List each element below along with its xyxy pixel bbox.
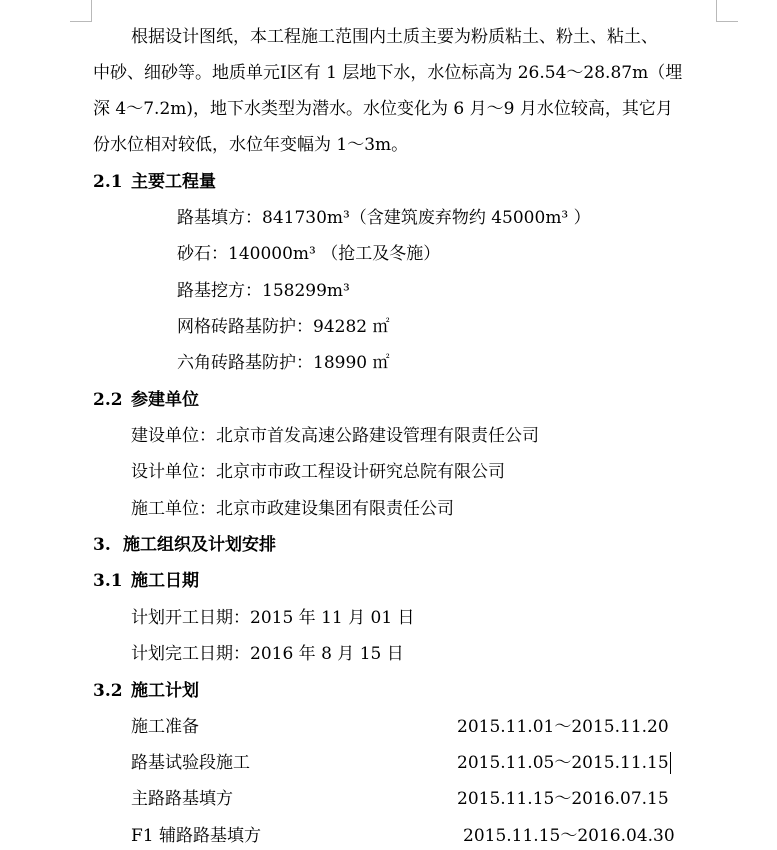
schedule-dates-with-cursor xyxy=(457,752,671,774)
heading-3 xyxy=(93,534,276,556)
heading-2-2-title: 参建单位 xyxy=(131,390,199,410)
schedule-task: 路基试验段施工 xyxy=(131,753,250,773)
date-item: 计划完工日期：2016 年 8 月 15 日 xyxy=(131,644,404,664)
text-cursor xyxy=(670,752,671,774)
heading-3-1 xyxy=(93,570,199,592)
schedule-task: 主路路基填方 xyxy=(131,789,233,809)
heading-3-1-title: 施工日期 xyxy=(131,571,199,591)
crop-mark-left-horizontal xyxy=(70,21,92,22)
quantity-item: 砂石：140000m³ （抢工及冬施） xyxy=(177,244,441,264)
heading-3-number: 3. xyxy=(93,535,111,555)
heading-3-2-number: 3.2 xyxy=(93,681,123,701)
intro-line-1: 根据设计图纸，本工程施工范围内土质主要为粉质粘土、粉土、粘土、 xyxy=(131,27,658,47)
crop-mark-right-horizontal xyxy=(716,21,738,22)
heading-3-title: 施工组织及计划安排 xyxy=(123,535,276,555)
schedule-task: 施工准备 xyxy=(131,717,199,737)
quantity-item: 路基挖方：158299m³ xyxy=(177,281,350,301)
quantity-item: 网格砖路基防护：94282 ㎡ xyxy=(177,317,390,337)
heading-2-2-number: 2.2 xyxy=(93,390,123,410)
quantity-item: 六角砖路基防护：18990 ㎡ xyxy=(177,353,390,373)
unit-item: 施工单位：北京市政建设集团有限责任公司 xyxy=(131,499,454,519)
heading-2-2 xyxy=(93,389,199,411)
date-item: 计划开工日期：2015 年 11 月 01 日 xyxy=(131,608,415,628)
schedule-row xyxy=(131,825,751,847)
intro-line-3: 深 4～7.2m)，地下水类型为潜水。水位变化为 6 月～9 月水位较高，其它月 xyxy=(93,99,673,119)
schedule-row xyxy=(131,752,751,774)
schedule-dates: 2015.11.15～2016.04.30 xyxy=(463,826,675,846)
heading-3-2 xyxy=(93,680,199,702)
schedule-task: F1 辅路路基填方 xyxy=(131,826,262,846)
heading-3-2-title: 施工计划 xyxy=(131,681,199,701)
intro-line-4: 份水位相对较低，水位年变幅为 1～3m。 xyxy=(93,135,409,155)
schedule-dates: 2015.11.01～2015.11.20 xyxy=(457,717,669,737)
schedule-row xyxy=(131,788,751,810)
schedule-row xyxy=(131,716,751,738)
schedule-dates: 2015.11.05～2015.11.15 xyxy=(457,753,669,773)
heading-2-1 xyxy=(93,171,216,193)
quantity-item: 路基填方：841730m³（含建筑废弃物约 45000m³ ） xyxy=(177,208,591,228)
unit-item: 建设单位：北京市首发高速公路建设管理有限责任公司 xyxy=(131,426,539,446)
intro-line-2: 中砂、细砂等。地质单元Ⅰ区有 1 层地下水，水位标高为 26.54～28.87m（埋 xyxy=(93,63,683,83)
crop-mark-right-vertical xyxy=(716,0,717,22)
heading-3-1-number: 3.1 xyxy=(93,571,123,591)
heading-2-1-title: 主要工程量 xyxy=(131,172,216,192)
crop-mark-left-vertical xyxy=(91,0,92,22)
heading-2-1-number: 2.1 xyxy=(93,172,123,192)
unit-item: 设计单位：北京市市政工程设计研究总院有限公司 xyxy=(131,462,505,482)
schedule-dates: 2015.11.15～2016.07.15 xyxy=(457,789,669,809)
